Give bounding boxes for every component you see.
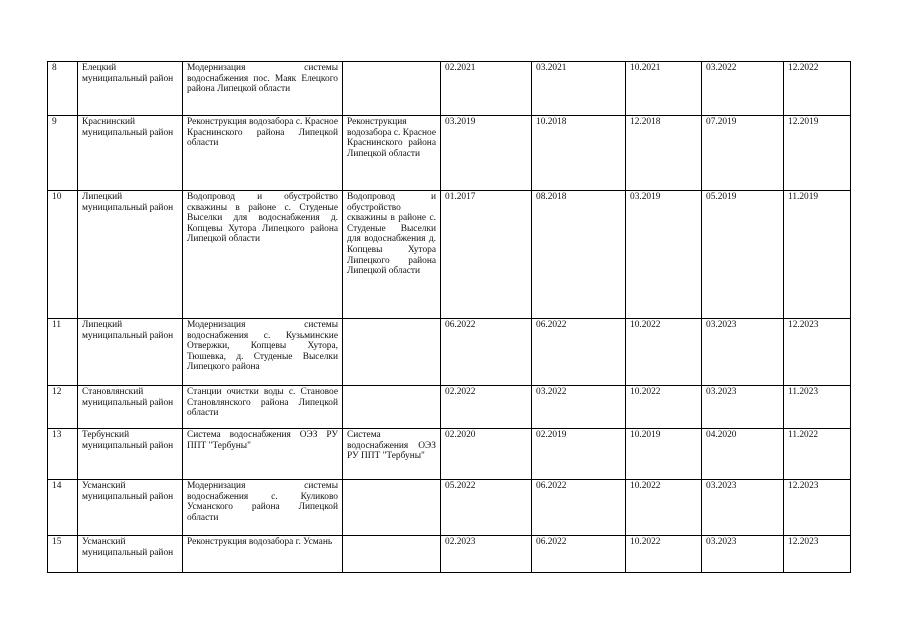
date-cell-3: 12.2018 xyxy=(626,116,702,191)
row-number-cell: 11 xyxy=(48,319,78,386)
object-name-cell: Станции очистки воды с. Становое Становлянского района Липецкой области xyxy=(183,386,343,429)
date-cell-4: 03.2022 xyxy=(702,62,784,116)
date-cell-2: 10.2018 xyxy=(532,116,626,191)
date-cell-2: 06.2022 xyxy=(532,319,626,386)
object-name-cell: Модернизация системы водоснабжения пос. Маяк Елецкого района Липецкой области xyxy=(183,62,343,116)
date-cell-4: 03.2023 xyxy=(702,319,784,386)
date-cell-3: 10.2022 xyxy=(626,536,702,573)
reconstruction-cell xyxy=(343,62,441,116)
reconstruction-cell: Водопровод и обустройство скважины в районе с. Студеные Выселки для водоснабжения д. Копцевы Хутора Липецкого района Липецкой области xyxy=(343,191,441,319)
date-cell-1: 02.2022 xyxy=(441,386,532,429)
object-name-cell: Модернизация системы водоснабжения с. Кузьминские Отвержки, Копцевы Хутора, Тюшевка, д. Студеные Выселки Липецкого района xyxy=(183,319,343,386)
district-cell: Становлянский муниципальный район xyxy=(78,386,183,429)
date-cell-3: 10.2019 xyxy=(626,429,702,480)
table-row xyxy=(48,191,851,319)
reconstruction-cell xyxy=(343,480,441,536)
date-cell-1: 01.2017 xyxy=(441,191,532,319)
date-cell-5: 12.2023 xyxy=(784,536,851,573)
row-number-cell: 15 xyxy=(48,536,78,573)
date-cell-2: 06.2022 xyxy=(532,536,626,573)
date-cell-4: 07.2019 xyxy=(702,116,784,191)
table-row xyxy=(48,319,851,386)
object-name-cell: Модернизация системы водоснабжения с. Куликово Усманского района Липецкой области xyxy=(183,480,343,536)
date-cell-1: 06.2022 xyxy=(441,319,532,386)
reconstruction-cell xyxy=(343,319,441,386)
row-number-cell: 9 xyxy=(48,116,78,191)
date-cell-1: 05.2022 xyxy=(441,480,532,536)
date-cell-5: 12.2023 xyxy=(784,319,851,386)
date-cell-1: 02.2021 xyxy=(441,62,532,116)
date-cell-1: 02.2020 xyxy=(441,429,532,480)
table-row xyxy=(48,480,851,536)
date-cell-4: 05.2019 xyxy=(702,191,784,319)
reconstruction-cell xyxy=(343,386,441,429)
row-number-cell: 10 xyxy=(48,191,78,319)
reconstruction-cell: Реконструкция водозабора с. Красное Краснинского района Липецкой области xyxy=(343,116,441,191)
date-cell-4: 03.2023 xyxy=(702,480,784,536)
date-cell-3: 03.2019 xyxy=(626,191,702,319)
row-number-cell: 13 xyxy=(48,429,78,480)
date-cell-5: 12.2022 xyxy=(784,62,851,116)
date-cell-2: 06.2022 xyxy=(532,480,626,536)
district-cell: Липецкий муниципальный район xyxy=(78,191,183,319)
table-row xyxy=(48,429,851,480)
date-cell-3: 10.2022 xyxy=(626,386,702,429)
date-cell-4: 03.2023 xyxy=(702,536,784,573)
date-cell-5: 11.2022 xyxy=(784,429,851,480)
date-cell-4: 03.2023 xyxy=(702,386,784,429)
investment-schedule-table xyxy=(47,61,851,573)
district-cell: Тербунский муниципальный район xyxy=(78,429,183,480)
row-number-cell: 14 xyxy=(48,480,78,536)
date-cell-5: 11.2019 xyxy=(784,191,851,319)
district-cell: Елецкий муниципальный район xyxy=(78,62,183,116)
row-number-cell: 12 xyxy=(48,386,78,429)
object-name-cell: Реконструкция водозабора г. Усмань xyxy=(183,536,343,573)
date-cell-3: 10.2022 xyxy=(626,319,702,386)
table-body xyxy=(48,62,851,573)
date-cell-2: 08.2018 xyxy=(532,191,626,319)
table-row xyxy=(48,536,851,573)
date-cell-2: 02.2019 xyxy=(532,429,626,480)
date-cell-2: 03.2022 xyxy=(532,386,626,429)
district-cell: Краснинский муниципальный район xyxy=(78,116,183,191)
date-cell-4: 04.2020 xyxy=(702,429,784,480)
table-row xyxy=(48,116,851,191)
date-cell-5: 12.2019 xyxy=(784,116,851,191)
object-name-cell: Водопровод и обустройство скважины в районе с. Студеные Выселки для водоснабжения д. Копцевы Хутора Липецкого района Липецкой области xyxy=(183,191,343,319)
district-cell: Липецкий муниципальный район xyxy=(78,319,183,386)
object-name-cell: Система водоснабжения ОЭЗ РУ ППТ "Тербуны" xyxy=(183,429,343,480)
district-cell: Усманский муниципальный район xyxy=(78,480,183,536)
date-cell-5: 11.2023 xyxy=(784,386,851,429)
date-cell-3: 10.2021 xyxy=(626,62,702,116)
district-cell: Усманский муниципальный район xyxy=(78,536,183,573)
table-row xyxy=(48,62,851,116)
object-name-cell: Реконструкция водозабора с. Красное Краснинского района Липецкой области xyxy=(183,116,343,191)
date-cell-2: 03.2021 xyxy=(532,62,626,116)
date-cell-5: 12.2023 xyxy=(784,480,851,536)
reconstruction-cell xyxy=(343,536,441,573)
date-cell-1: 03.2019 xyxy=(441,116,532,191)
date-cell-3: 10.2022 xyxy=(626,480,702,536)
date-cell-1: 02.2023 xyxy=(441,536,532,573)
row-number-cell: 8 xyxy=(48,62,78,116)
reconstruction-cell: Система водоснабжения ОЭЗ РУ ППТ "Тербуны" xyxy=(343,429,441,480)
table-row xyxy=(48,386,851,429)
